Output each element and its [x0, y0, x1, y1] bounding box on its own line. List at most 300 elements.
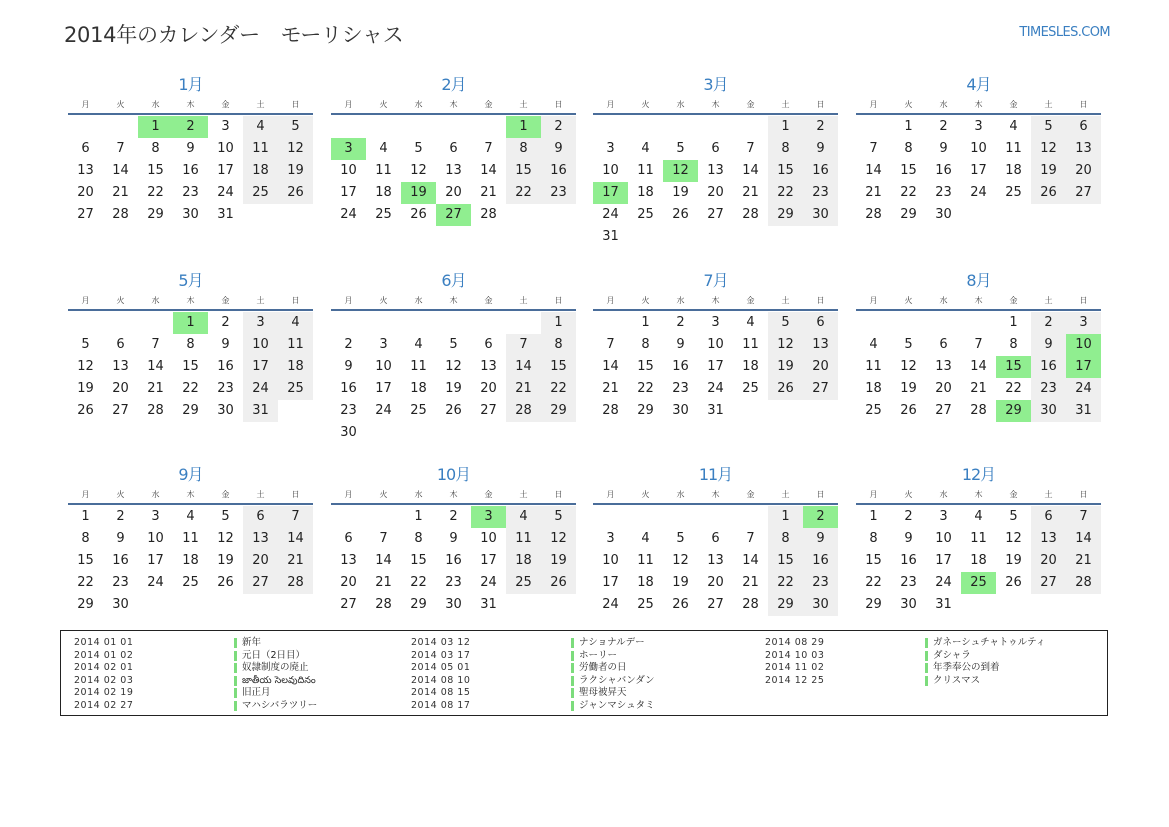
day[interactable]: 23 [900, 575, 917, 590]
day[interactable]: 26 [217, 575, 234, 590]
day[interactable]: 5 [278, 116, 313, 138]
day[interactable]: 8 [1009, 337, 1018, 352]
day[interactable]: 16 [445, 553, 462, 568]
day[interactable]: 23 [672, 381, 689, 396]
day[interactable]: 11 [637, 553, 654, 568]
day[interactable]: 18 [637, 575, 654, 590]
day[interactable]: 5 [81, 337, 90, 352]
day[interactable]: 30 [182, 207, 199, 222]
day[interactable]: 17 [602, 575, 619, 590]
day[interactable]: 16 [803, 550, 838, 572]
day[interactable]: 21 [742, 185, 759, 200]
day[interactable]: 16 [935, 163, 952, 178]
day[interactable]: 19 [278, 160, 313, 182]
day[interactable]: 28 [278, 572, 313, 594]
day[interactable]: 4 [278, 312, 313, 334]
day[interactable]: 6 [1031, 506, 1066, 528]
day[interactable]: 15 [768, 550, 803, 572]
day[interactable]: 16 [112, 553, 129, 568]
day[interactable]: 9 [116, 531, 125, 546]
day[interactable]: 10 [602, 553, 619, 568]
day[interactable]: 26 [541, 572, 576, 594]
day[interactable]: 29 [637, 403, 654, 418]
day[interactable]: 19 [541, 550, 576, 572]
holiday-day[interactable]: 3 [471, 506, 506, 528]
day[interactable]: 3 [1066, 312, 1101, 334]
day[interactable]: 4 [641, 141, 650, 156]
day[interactable]: 30 [935, 207, 952, 222]
day[interactable]: 16 [541, 160, 576, 182]
day[interactable]: 4 [506, 506, 541, 528]
day[interactable]: 24 [602, 597, 619, 612]
day[interactable]: 11 [742, 337, 759, 352]
day[interactable]: 7 [869, 141, 878, 156]
day[interactable]: 22 [77, 575, 94, 590]
day[interactable]: 12 [541, 528, 576, 550]
day[interactable]: 3 [606, 531, 615, 546]
day[interactable]: 15 [637, 359, 654, 374]
day[interactable]: 6 [81, 141, 90, 156]
day[interactable]: 27 [112, 403, 129, 418]
day[interactable]: 28 [865, 207, 882, 222]
day[interactable]: 28 [147, 403, 164, 418]
day[interactable]: 14 [147, 359, 164, 374]
day[interactable]: 1 [81, 509, 90, 524]
day[interactable]: 22 [865, 575, 882, 590]
day[interactable]: 15 [410, 553, 427, 568]
day[interactable]: 12 [445, 359, 462, 374]
day[interactable]: 14 [865, 163, 882, 178]
day[interactable]: 20 [340, 575, 357, 590]
day[interactable]: 2 [676, 315, 685, 330]
day[interactable]: 17 [243, 356, 278, 378]
day[interactable]: 16 [1031, 356, 1066, 378]
day[interactable]: 6 [711, 141, 720, 156]
day[interactable]: 24 [1066, 378, 1101, 400]
day[interactable]: 12 [900, 359, 917, 374]
day[interactable]: 14 [1066, 528, 1101, 550]
day[interactable]: 14 [742, 163, 759, 178]
day[interactable]: 25 [182, 575, 199, 590]
day[interactable]: 18 [278, 356, 313, 378]
day[interactable]: 26 [1031, 182, 1066, 204]
day[interactable]: 15 [77, 553, 94, 568]
day[interactable]: 10 [602, 163, 619, 178]
day[interactable]: 19 [445, 381, 462, 396]
day[interactable]: 19 [1005, 553, 1022, 568]
day[interactable]: 20 [445, 185, 462, 200]
day[interactable]: 11 [410, 359, 427, 374]
day[interactable]: 10 [480, 531, 497, 546]
day[interactable]: 1 [541, 312, 576, 334]
day[interactable]: 4 [414, 337, 423, 352]
day[interactable]: 9 [541, 138, 576, 160]
day[interactable]: 27 [803, 378, 838, 400]
day[interactable]: 3 [243, 312, 278, 334]
day[interactable]: 2 [904, 509, 913, 524]
holiday-day[interactable]: 12 [663, 160, 698, 182]
day[interactable]: 10 [935, 531, 952, 546]
day[interactable]: 1 [414, 509, 423, 524]
day[interactable]: 16 [803, 160, 838, 182]
day[interactable]: 17 [970, 163, 987, 178]
day[interactable]: 31 [935, 597, 952, 612]
holiday-day[interactable]: 25 [961, 572, 996, 594]
day[interactable]: 28 [480, 207, 497, 222]
day[interactable]: 2 [803, 116, 838, 138]
day[interactable]: 14 [278, 528, 313, 550]
day[interactable]: 30 [803, 594, 838, 616]
day[interactable]: 21 [970, 381, 987, 396]
holiday-day[interactable]: 3 [331, 138, 366, 160]
day[interactable]: 13 [340, 553, 357, 568]
day[interactable]: 29 [865, 597, 882, 612]
day[interactable]: 5 [221, 509, 230, 524]
day[interactable]: 8 [81, 531, 90, 546]
day[interactable]: 10 [970, 141, 987, 156]
day[interactable]: 23 [182, 185, 199, 200]
day[interactable]: 30 [112, 597, 129, 612]
day[interactable]: 9 [344, 359, 353, 374]
day[interactable]: 13 [707, 163, 724, 178]
day[interactable]: 18 [865, 381, 882, 396]
day[interactable]: 12 [410, 163, 427, 178]
day[interactable]: 14 [602, 359, 619, 374]
day[interactable]: 28 [506, 400, 541, 422]
day[interactable]: 7 [151, 337, 160, 352]
day[interactable]: 30 [445, 597, 462, 612]
day[interactable]: 6 [711, 531, 720, 546]
day[interactable]: 17 [375, 381, 392, 396]
day[interactable]: 27 [707, 597, 724, 612]
day[interactable]: 7 [974, 337, 983, 352]
day[interactable]: 4 [746, 315, 755, 330]
day[interactable]: 28 [112, 207, 129, 222]
day[interactable]: 5 [768, 312, 803, 334]
day[interactable]: 25 [637, 207, 654, 222]
day[interactable]: 9 [449, 531, 458, 546]
day[interactable]: 12 [77, 359, 94, 374]
day[interactable]: 16 [672, 359, 689, 374]
day[interactable]: 20 [1031, 550, 1066, 572]
day[interactable]: 8 [641, 337, 650, 352]
day[interactable]: 17 [935, 553, 952, 568]
day[interactable]: 29 [768, 594, 803, 616]
day[interactable]: 21 [1066, 550, 1101, 572]
day[interactable]: 25 [742, 381, 759, 396]
day[interactable]: 11 [637, 163, 654, 178]
day[interactable]: 9 [221, 337, 230, 352]
day[interactable]: 25 [506, 572, 541, 594]
day[interactable]: 5 [1031, 116, 1066, 138]
day[interactable]: 26 [672, 207, 689, 222]
holiday-day[interactable]: 27 [436, 204, 471, 226]
day[interactable]: 4 [186, 509, 195, 524]
day[interactable]: 11 [506, 528, 541, 550]
day[interactable]: 1 [641, 315, 650, 330]
day[interactable]: 13 [77, 163, 94, 178]
day[interactable]: 16 [217, 359, 234, 374]
day[interactable]: 28 [742, 597, 759, 612]
day[interactable]: 22 [637, 381, 654, 396]
day[interactable]: 13 [707, 553, 724, 568]
day[interactable]: 21 [112, 185, 129, 200]
day[interactable]: 10 [243, 334, 278, 356]
day[interactable]: 2 [449, 509, 458, 524]
day[interactable]: 22 [410, 575, 427, 590]
holiday-day[interactable]: 1 [506, 116, 541, 138]
holiday-day[interactable]: 19 [401, 182, 436, 204]
day[interactable]: 18 [243, 160, 278, 182]
day[interactable]: 19 [77, 381, 94, 396]
day[interactable]: 3 [711, 315, 720, 330]
day[interactable]: 26 [672, 597, 689, 612]
day[interactable]: 19 [217, 553, 234, 568]
day[interactable]: 24 [375, 403, 392, 418]
day[interactable]: 21 [278, 550, 313, 572]
day[interactable]: 23 [935, 185, 952, 200]
day[interactable]: 13 [480, 359, 497, 374]
day[interactable]: 7 [606, 337, 615, 352]
day[interactable]: 15 [182, 359, 199, 374]
day[interactable]: 5 [676, 531, 685, 546]
day[interactable]: 9 [939, 141, 948, 156]
day[interactable]: 19 [768, 356, 803, 378]
day[interactable]: 17 [217, 163, 234, 178]
day[interactable]: 18 [182, 553, 199, 568]
day[interactable]: 2 [1031, 312, 1066, 334]
day[interactable]: 20 [1066, 160, 1101, 182]
day[interactable]: 19 [1031, 160, 1066, 182]
day[interactable]: 6 [344, 531, 353, 546]
day[interactable]: 21 [480, 185, 497, 200]
day[interactable]: 5 [449, 337, 458, 352]
day[interactable]: 7 [746, 531, 755, 546]
day[interactable]: 19 [672, 185, 689, 200]
day[interactable]: 18 [375, 185, 392, 200]
day[interactable]: 9 [1031, 334, 1066, 356]
holiday-day[interactable]: 10 [1066, 334, 1101, 356]
day[interactable]: 23 [541, 182, 576, 204]
day[interactable]: 14 [375, 553, 392, 568]
day[interactable]: 30 [1031, 400, 1066, 422]
day[interactable]: 24 [340, 207, 357, 222]
day[interactable]: 15 [506, 160, 541, 182]
day[interactable]: 29 [77, 597, 94, 612]
day[interactable]: 29 [410, 597, 427, 612]
day[interactable]: 21 [147, 381, 164, 396]
day[interactable]: 18 [742, 359, 759, 374]
day[interactable]: 31 [707, 403, 724, 418]
day[interactable]: 4 [974, 509, 983, 524]
day[interactable]: 26 [77, 403, 94, 418]
day[interactable]: 23 [217, 381, 234, 396]
day[interactable]: 6 [243, 506, 278, 528]
day[interactable]: 14 [742, 553, 759, 568]
day[interactable]: 9 [186, 141, 195, 156]
day[interactable]: 8 [904, 141, 913, 156]
day[interactable]: 24 [602, 207, 619, 222]
day[interactable]: 26 [445, 403, 462, 418]
day[interactable]: 1 [869, 509, 878, 524]
day[interactable]: 13 [112, 359, 129, 374]
day[interactable]: 5 [541, 506, 576, 528]
holiday-day[interactable]: 15 [996, 356, 1031, 378]
day[interactable]: 23 [1031, 378, 1066, 400]
day[interactable]: 23 [803, 572, 838, 594]
day[interactable]: 28 [375, 597, 392, 612]
day[interactable]: 22 [768, 182, 803, 204]
day[interactable]: 5 [414, 141, 423, 156]
day[interactable]: 7 [746, 141, 755, 156]
day[interactable]: 2 [116, 509, 125, 524]
day[interactable]: 26 [1005, 575, 1022, 590]
day[interactable]: 31 [243, 400, 278, 422]
day[interactable]: 24 [243, 378, 278, 400]
day[interactable]: 26 [278, 182, 313, 204]
day[interactable]: 25 [865, 403, 882, 418]
site-logo[interactable]: TIMESLES.COM [1019, 25, 1110, 40]
day[interactable]: 25 [637, 597, 654, 612]
day[interactable]: 18 [410, 381, 427, 396]
day[interactable]: 31 [602, 229, 619, 244]
day[interactable]: 16 [340, 381, 357, 396]
day[interactable]: 28 [1066, 572, 1101, 594]
day[interactable]: 6 [939, 337, 948, 352]
day[interactable]: 21 [742, 575, 759, 590]
day[interactable]: 12 [768, 334, 803, 356]
day[interactable]: 28 [742, 207, 759, 222]
day[interactable]: 18 [1005, 163, 1022, 178]
day[interactable]: 6 [449, 141, 458, 156]
day[interactable]: 25 [278, 378, 313, 400]
day[interactable]: 13 [1031, 528, 1066, 550]
day[interactable]: 31 [1066, 400, 1101, 422]
day[interactable]: 6 [484, 337, 493, 352]
holiday-day[interactable]: 2 [173, 116, 208, 138]
day[interactable]: 8 [541, 334, 576, 356]
day[interactable]: 6 [803, 312, 838, 334]
day[interactable]: 18 [506, 550, 541, 572]
day[interactable]: 20 [77, 185, 94, 200]
day[interactable]: 30 [803, 204, 838, 226]
day[interactable]: 12 [672, 553, 689, 568]
day[interactable]: 29 [900, 207, 917, 222]
day[interactable]: 27 [340, 597, 357, 612]
day[interactable]: 20 [803, 356, 838, 378]
day[interactable]: 23 [112, 575, 129, 590]
day[interactable]: 24 [217, 185, 234, 200]
day[interactable]: 26 [900, 403, 917, 418]
day[interactable]: 27 [707, 207, 724, 222]
day[interactable]: 10 [340, 163, 357, 178]
day[interactable]: 2 [344, 337, 353, 352]
day[interactable]: 22 [182, 381, 199, 396]
day[interactable]: 12 [217, 531, 234, 546]
day[interactable]: 27 [1031, 572, 1066, 594]
day[interactable]: 9 [904, 531, 913, 546]
day[interactable]: 21 [375, 575, 392, 590]
day[interactable]: 27 [243, 572, 278, 594]
day[interactable]: 8 [151, 141, 160, 156]
day[interactable]: 18 [637, 185, 654, 200]
day[interactable]: 29 [541, 400, 576, 422]
day[interactable]: 13 [803, 334, 838, 356]
day[interactable]: 24 [935, 575, 952, 590]
day[interactable]: 12 [1031, 138, 1066, 160]
day[interactable]: 4 [243, 116, 278, 138]
day[interactable]: 29 [147, 207, 164, 222]
day[interactable]: 11 [865, 359, 882, 374]
day[interactable]: 3 [379, 337, 388, 352]
day[interactable]: 13 [935, 359, 952, 374]
day[interactable]: 27 [480, 403, 497, 418]
day[interactable]: 12 [1005, 531, 1022, 546]
day[interactable]: 11 [182, 531, 199, 546]
day[interactable]: 9 [803, 528, 838, 550]
day[interactable]: 6 [1066, 116, 1101, 138]
day[interactable]: 16 [182, 163, 199, 178]
day[interactable]: 14 [112, 163, 129, 178]
day[interactable]: 17 [147, 553, 164, 568]
day[interactable]: 11 [970, 531, 987, 546]
day[interactable]: 7 [379, 531, 388, 546]
day[interactable]: 9 [803, 138, 838, 160]
day[interactable]: 25 [375, 207, 392, 222]
day[interactable]: 14 [970, 359, 987, 374]
day[interactable]: 31 [217, 207, 234, 222]
day[interactable]: 9 [676, 337, 685, 352]
day[interactable]: 22 [768, 572, 803, 594]
day[interactable]: 13 [1066, 138, 1101, 160]
day[interactable]: 26 [410, 207, 427, 222]
day[interactable]: 13 [445, 163, 462, 178]
day[interactable]: 10 [375, 359, 392, 374]
day[interactable]: 12 [278, 138, 313, 160]
day[interactable]: 11 [243, 138, 278, 160]
day[interactable]: 6 [116, 337, 125, 352]
day[interactable]: 8 [768, 528, 803, 550]
day[interactable]: 14 [480, 163, 497, 178]
day[interactable]: 22 [147, 185, 164, 200]
day[interactable]: 17 [480, 553, 497, 568]
day[interactable]: 30 [217, 403, 234, 418]
day[interactable]: 22 [541, 378, 576, 400]
day[interactable]: 22 [506, 182, 541, 204]
day[interactable]: 29 [768, 204, 803, 226]
day[interactable]: 4 [641, 531, 650, 546]
day[interactable]: 15 [865, 553, 882, 568]
day[interactable]: 27 [935, 403, 952, 418]
day[interactable]: 7 [1066, 506, 1101, 528]
day[interactable]: 13 [243, 528, 278, 550]
day[interactable]: 24 [147, 575, 164, 590]
day[interactable]: 1 [768, 116, 803, 138]
day[interactable]: 5 [904, 337, 913, 352]
day[interactable]: 3 [221, 119, 230, 134]
day[interactable]: 4 [379, 141, 388, 156]
day[interactable]: 27 [77, 207, 94, 222]
day[interactable]: 19 [900, 381, 917, 396]
day[interactable]: 10 [217, 141, 234, 156]
day[interactable]: 11 [1005, 141, 1022, 156]
day[interactable]: 11 [375, 163, 392, 178]
day[interactable]: 17 [707, 359, 724, 374]
day[interactable]: 8 [186, 337, 195, 352]
day[interactable]: 2 [541, 116, 576, 138]
day[interactable]: 23 [803, 182, 838, 204]
day[interactable]: 15 [900, 163, 917, 178]
